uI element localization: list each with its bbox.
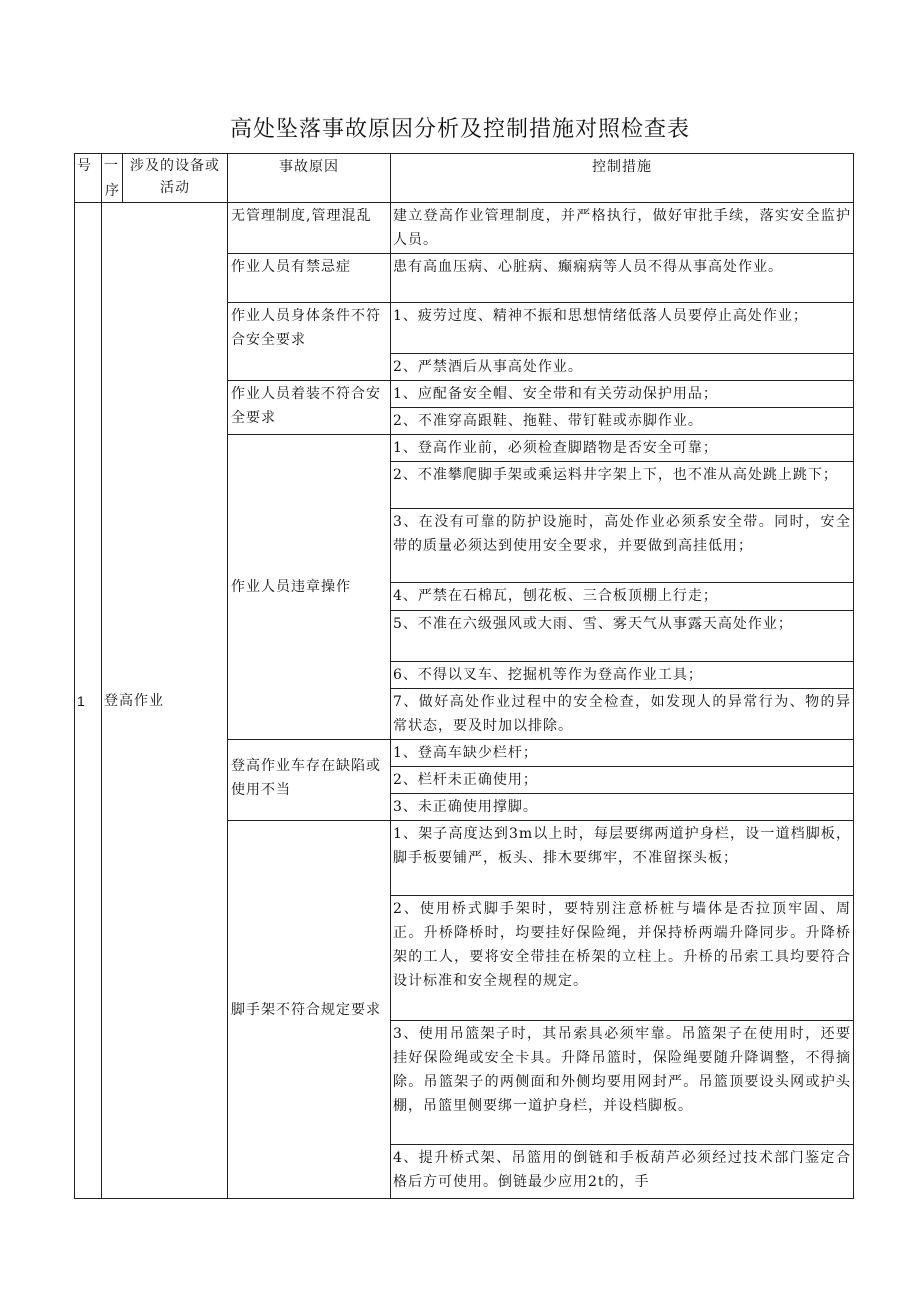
measure-cell: 3、未正确使用撑脚。: [391, 794, 854, 821]
measure-cell: 1、登高作业前，必须检查脚踏物是否安全可靠；: [391, 435, 854, 462]
measure-cell: 建立登高作业管理制度，并严格执行，做好审批手续，落实安全监护人员。: [391, 203, 854, 254]
measure-cell: 2、栏杆未正确使用；: [391, 767, 854, 794]
measure-cell: 3、在没有可靠的防护设施时，高处作业必须系安全带。同时，安全带的质量必须达到使用安全要求，并要做到高挂低用；: [391, 509, 854, 583]
header-seq-number-2: [102, 154, 123, 203]
measure-cell: 4、提升桥式架、吊篮用的倒链和手板葫芦必须经过技术部门鉴定合格后方可使用。倒链最少应用2t的，手: [391, 1145, 854, 1199]
row-activity: 登高作业: [102, 203, 228, 1199]
measure-cell: 患有高血压病、心脏病、癫痫病等人员不得从事高处作业。: [391, 254, 854, 303]
measure-cell: 5、不准在六级强风或大雨、雪、雾天气从事露天高处作业；: [391, 611, 854, 662]
header-cause: 事故原因: [228, 154, 391, 203]
cause-cell: 作业人员着装不符合安全要求: [228, 381, 391, 435]
measure-cell: 2、不准穿高跟鞋、拖鞋、带钉鞋或赤脚作业。: [391, 408, 854, 435]
table-row: [75, 203, 854, 254]
measure-cell: 2、不准攀爬脚手架或乘运料井字架上下，也不准从高处跳上跳下；: [391, 462, 854, 509]
header-seq-number-1: [75, 154, 102, 203]
cause-cell: 脚手架不符合规定要求: [228, 821, 391, 1199]
cause-cell: 作业人员违章操作: [228, 435, 391, 740]
cause-cell: 登高作业车存在缺陷或使用不当: [228, 740, 391, 821]
measure-cell: 2、使用桥式脚手架时，要特别注意桥桩与墙体是否拉顶牢固、周正。升桥降桥时，均要挂好保险绳，并保持桥两端升降同步。升降桥架的工人，要将安全带挂在桥架的立柱上。升桥的吊索工具均要符合设计标准和安全规程的规定。: [391, 896, 854, 1021]
cause-cell: 作业人员有禁忌症: [228, 254, 391, 303]
measure-cell: 1、疲劳过度、精神不振和思想情绪低落人员要停止高处作业；: [391, 303, 854, 354]
measure-cell: 6、不得以叉车、挖掘机等作为登高作业工具；: [391, 662, 854, 689]
header-seq-char-xu: 序: [105, 183, 120, 199]
cause-cell: 无管理制度,管理混乱: [228, 203, 391, 254]
measure-cell: 1、架子高度达到3m以上时，每层要绑两道护身栏，设一道档脚板，脚手板要铺严，板头、排木要绑牢，不准留探头板；: [391, 821, 854, 896]
measure-cell: 3、使用吊篮架子时，其吊索具必须牢靠。吊篮架子在使用时，还要挂好保险绳或安全卡具。升降吊篮时，保险绳要随升降调整，不得摘除。吊篮架子的两侧面和外侧均要用网封严。吊篮顶要设头网或护头棚，吊篮里侧要绑一道护身栏，并设档脚板。: [391, 1021, 854, 1145]
document-title: 高处坠落事故原因分析及控制措施对照检查表: [229, 117, 690, 142]
header-measures: 控制措施: [391, 154, 854, 203]
cause-cell: 作业人员身体条件不符合安全要求: [228, 303, 391, 381]
measure-cell: 1、应配备安全帽、安全带和有关劳动保护用品；: [391, 381, 854, 408]
header-seq-char-hao: 号: [77, 158, 92, 174]
measure-cell: 7、做好高处作业过程中的安全检查，如发现人的异常行为、物的异常状态，要及时加以排除。: [391, 689, 854, 740]
checklist-table: [74, 153, 854, 1199]
measure-cell: 2、严禁酒后从事高处作业。: [391, 354, 854, 381]
table-header-row: [75, 154, 854, 203]
row-number: 1: [75, 203, 102, 1199]
header-equipment: 涉及的设备或活动: [123, 154, 228, 203]
measure-cell: 1、登高车缺少栏杆；: [391, 740, 854, 767]
measure-cell: 4、严禁在石棉瓦，刨花板、三合板顶棚上行走；: [391, 583, 854, 611]
header-seq-char-yi: 一: [104, 158, 119, 174]
